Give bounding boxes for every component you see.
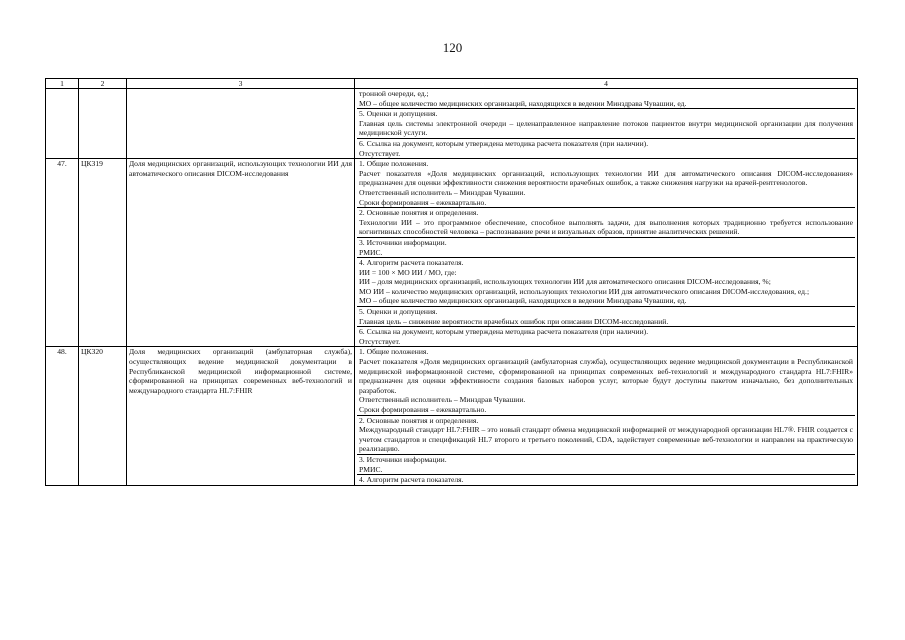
section-heading: 4. Алгоритм расчета показателя. [359,258,464,268]
row-description-cell [355,347,858,485]
section-text: Главная цель системы электронной очереди – целенаправленное направление потоков пациентов внутри медицинской организации для получения медицинской услуги. [359,118,853,138]
section-heading: 1. Общие положения. [359,159,429,169]
section-heading: 6. Ссылка на документ, которым утверждена методика расчета показателя (при наличии). [359,138,649,148]
column-header: 2 [79,79,127,89]
description-section [357,109,855,139]
row-name-cell [127,89,355,159]
section-text: МО – общее количество медицинских организаций, находящихся в ведении Минздрава Чувашии, ед. [359,296,687,306]
description-section [357,89,855,109]
description-section [357,416,855,455]
description-section [357,347,855,415]
table-header-row [46,79,858,89]
section-text: ИИ – доля медицинских организаций, использующих технологии ИИ для автоматического описания DICOM-исследования, %; [359,277,771,287]
description-section [357,258,855,307]
description-section [357,455,855,475]
section-text: Сроки формирования – ежеквартально. [359,197,487,207]
row-number-cell: 47. [46,159,79,347]
section-heading: тронной очереди, ед.; [359,89,429,98]
table-row [46,159,858,347]
section-heading: 2. Основные понятия и определения. [359,415,479,425]
description-section [357,208,855,238]
section-text: ИИ = 100 × МО ИИ / МО, где: [359,267,457,277]
row-number-cell [46,89,79,159]
row-code-cell: ЦКЗ20 [79,347,127,485]
section-text: Отсутствует. [359,336,401,346]
section-text: Отсутствует. [359,148,401,158]
description-section [357,238,855,258]
section-text: Главная цель – снижение вероятности врачебных ошибок при описании DICOM-исследований. [359,316,669,326]
section-text: Расчет показателя «Доля медицинских организаций (амбулаторная служба), осуществляющих ведение медицинской документации в Республиканской медицинской информационной системе, сформированной на принципах современных веб-технологий и международного стандарта HL7:FHIR» предназначен для оценки эффективности создания базовых наборов услуг, которые будут доступны пакетом изначально, без дополнительных разработок. [359,357,853,395]
section-text: Расчет показателя «Доля медицинских организаций, использующих технологии ИИ для автоматического описания DICOM-исследования» предназначен для оценки эффективности снижения вероятности врачебных ошибок, а также снижения нагрузки на врачей-рентгенологов. [359,168,853,188]
row-description-cell [355,89,858,159]
section-heading: 3. Источники информации. [359,237,447,247]
column-header: 3 [127,79,355,89]
description-section [357,475,855,485]
section-text: Технологии ИИ – это программное обеспечение, способное выполнять задачи, для выполнения которых традиционно требуется использование когнитивных способностей человека – распознавание речи и визуальных образов, принятие аналитических решений. [359,217,853,237]
row-code-cell [79,89,127,159]
description-section [357,159,855,208]
section-text: МО ИИ – количество медицинских организаций, использующих технологии ИИ для автоматического описания DICOM-исследования, ед.; [359,286,810,296]
section-text: РМИС. [359,464,383,474]
row-number-cell: 48. [46,347,79,485]
description-section [357,139,855,158]
section-text: РМИС. [359,247,383,257]
section-text: Ответственный исполнитель – Минздрав Чувашии. [359,187,526,197]
section-heading: 3. Источники информации. [359,454,447,464]
row-description-cell [355,159,858,347]
description-section [357,307,855,327]
section-heading: 6. Ссылка на документ, которым утверждена методика расчета показателя (при наличии). [359,327,649,337]
row-code-cell: ЦКЗ19 [79,159,127,347]
section-heading: 4. Алгоритм расчета показателя. [359,475,464,485]
row-name-cell: Доля медицинских организаций, использующих технологии ИИ для автоматического описания DICOM-исследования [127,159,355,347]
row-name-cell: Доля медицинских организаций (амбулаторная служба), осуществляющих ведение медицинской документации в Республиканской медицинской информационной системе, сформированной на принципах современных веб-технологий и международного стандарта HL7:FHIR [127,347,355,485]
section-heading: 1. Общие положения. [359,347,429,357]
section-heading: 5. Оценки и допущения. [359,109,438,119]
section-text: МО – общее количество медицинских организаций, находящихся в ведении Минздрава Чувашии, ед. [359,98,687,108]
section-heading: 5. Оценки и допущения. [359,307,438,317]
column-header: 4 [355,79,858,89]
description-section [357,327,855,346]
table-row [46,347,858,485]
page-number: 120 [442,40,463,55]
section-text: Международный стандарт HL7:FHIR – это новый стандарт обмена медицинской информацией от международной организации HL7®. FHIR создается с учетом стандартов и спецификаций HL7 второго и третьего поколений, CDA, задействует современные веб-технологии и направлен на практическую реализацию. [359,425,853,454]
section-heading: 2. Основные понятия и определения. [359,208,479,218]
section-text: Сроки формирования – ежеквартально. [359,405,487,414]
column-header: 1 [46,79,79,89]
table-row-continuation [46,89,858,159]
indicator-table [45,78,858,486]
section-text: Ответственный исполнитель – Минздрав Чувашии. [359,395,526,405]
